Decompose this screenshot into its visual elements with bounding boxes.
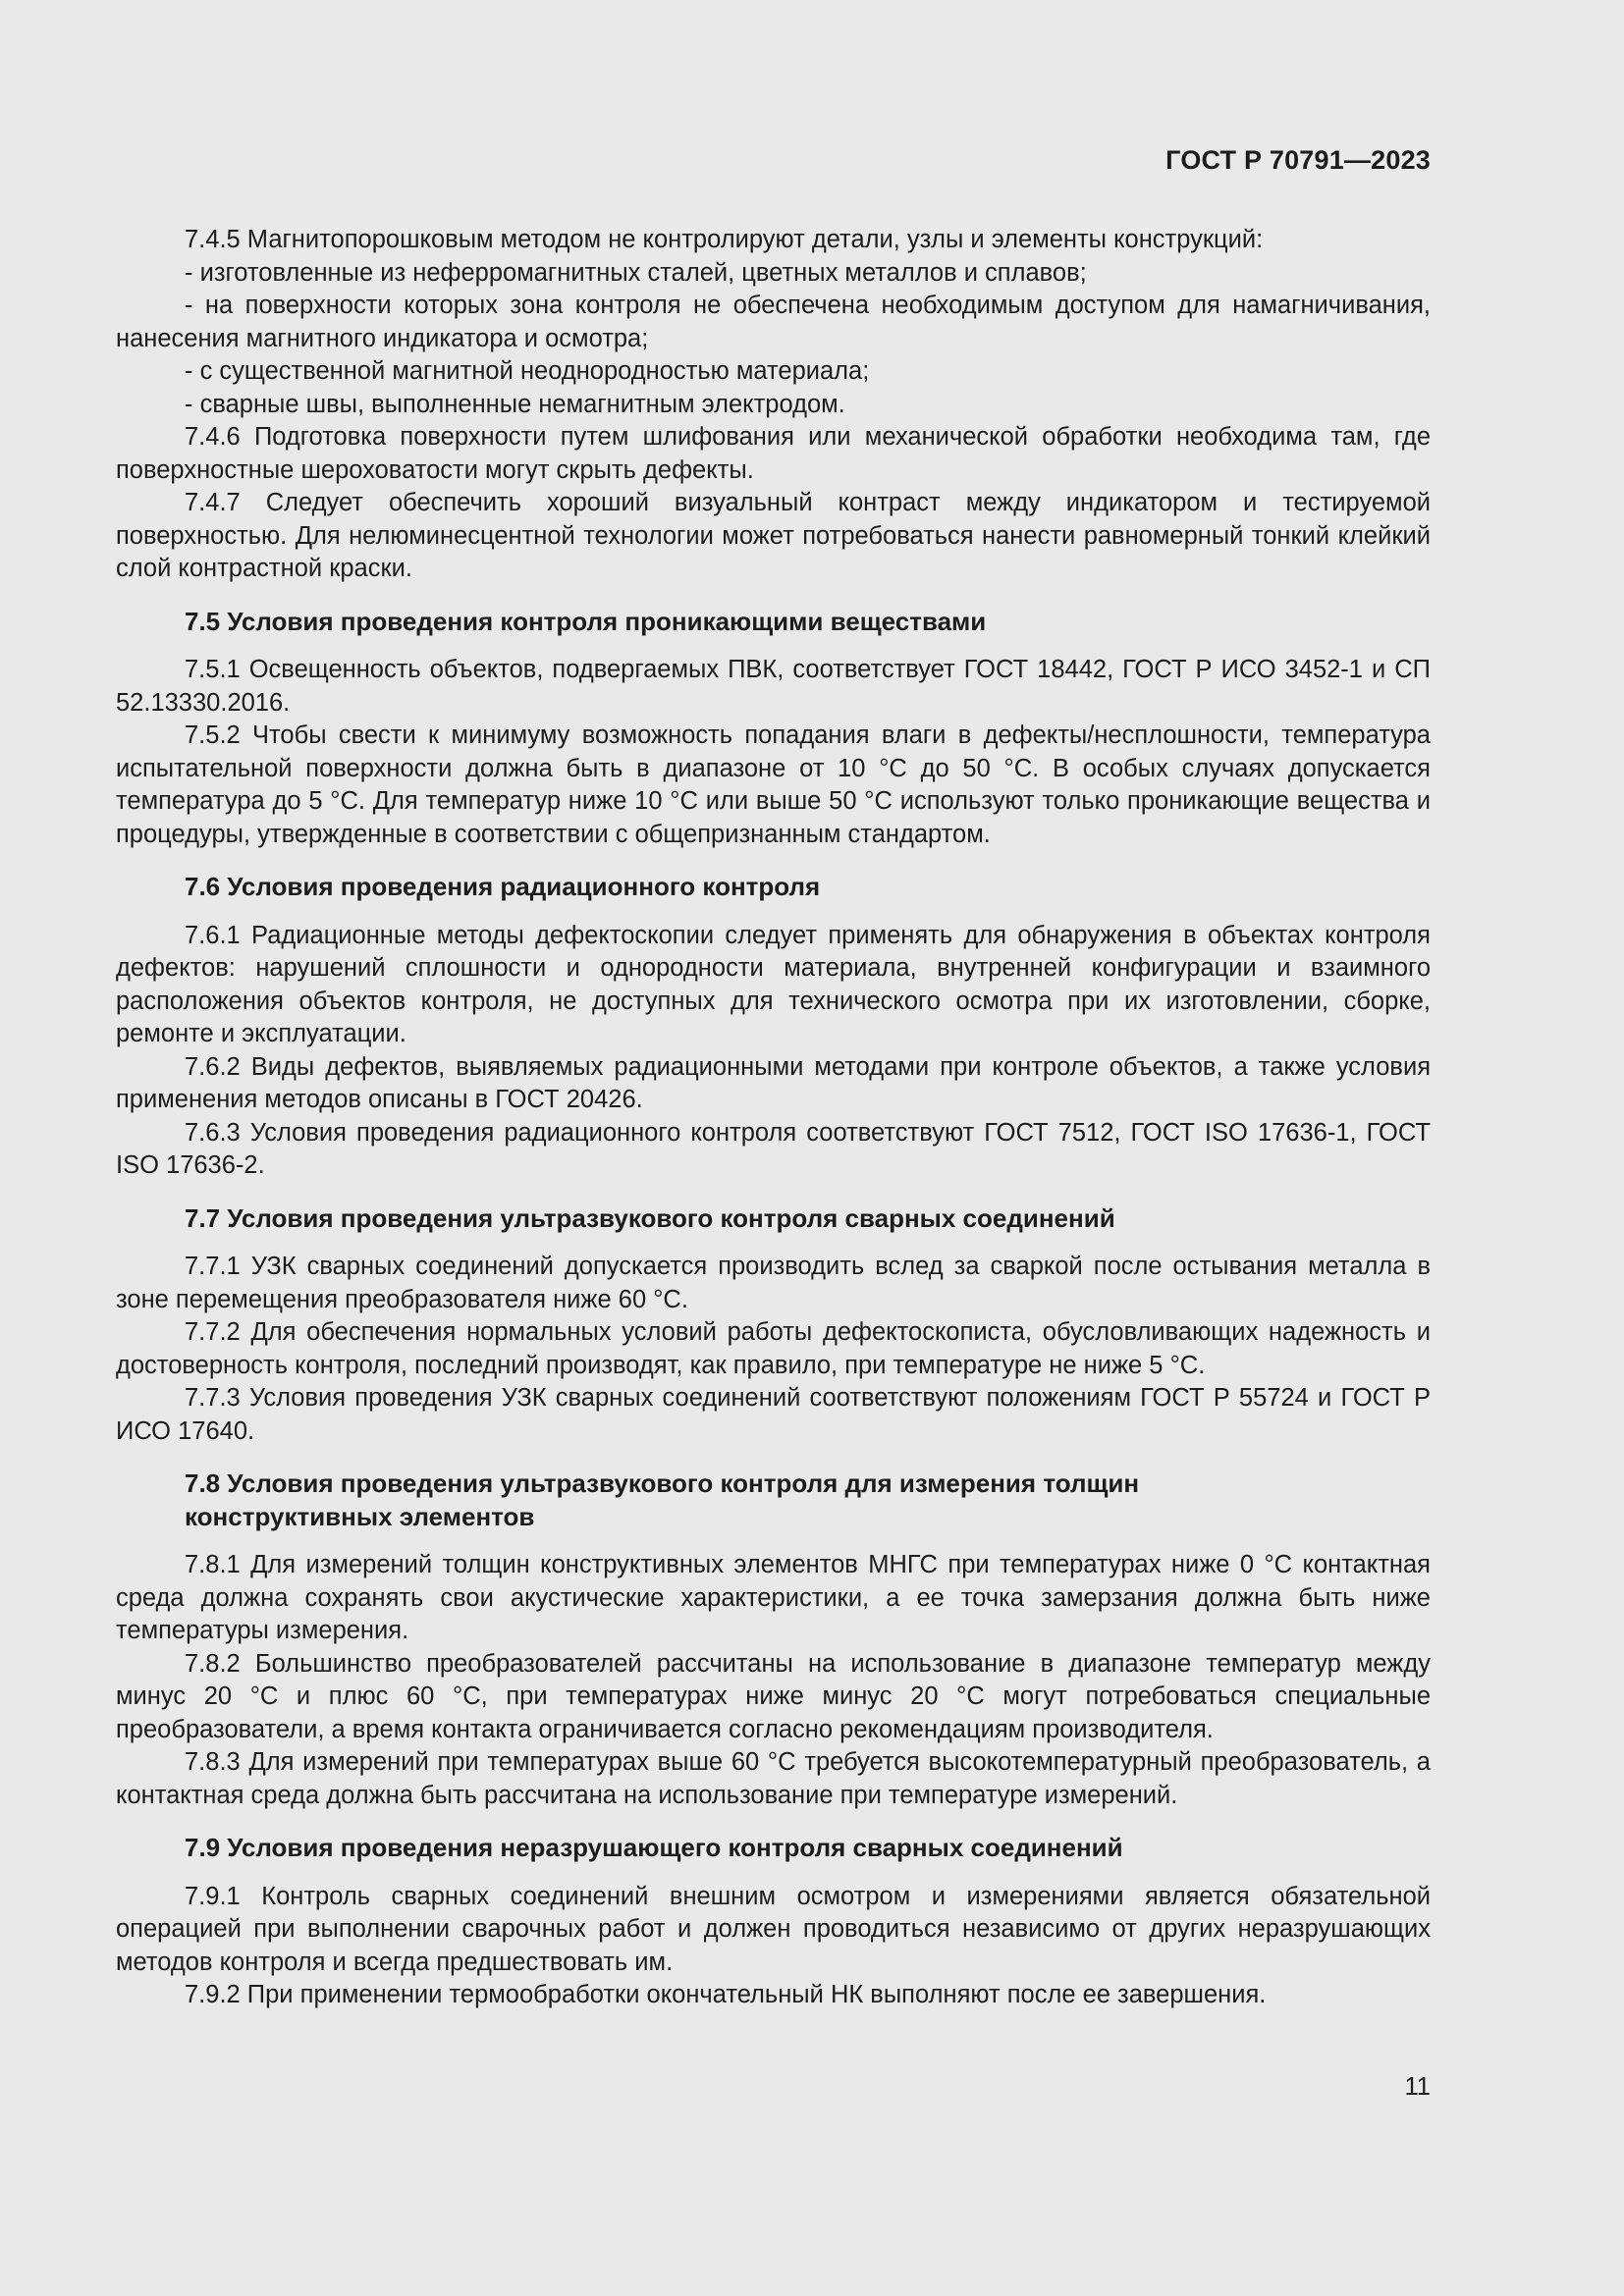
paragraph-7-7-3: 7.7.3 Условия проведения УЗК сварных соединений соответствуют положениям ГОСТ Р 55724 и ГОСТ Р ИСО 17640. — [116, 1384, 1431, 1445]
paragraph-7-7-1: 7.7.1 УЗК сварных соединений допускается производить вслед за сваркой после остывания металла в зоне перемещения преобразователя ниже 60 °С. — [116, 1253, 1431, 1313]
section-heading-7-9: 7.9 Условия проведения неразрушающего контроля сварных соединений — [185, 1833, 1123, 1862]
paragraph-7-8-3: 7.8.3 Для измерений при температурах выше 60 °С требуется высокотемпературный преобразователь, а контактная среда должна быть рассчитана на использование при температуре измерений. — [116, 1748, 1431, 1809]
paragraph-7-7-2: 7.7.2 Для обеспечения нормальных условий работы дефектоскописта, обусловливающих надежность и достоверность контроля, последний производят, как правило, при температуре не ниже 5 °С. — [116, 1318, 1431, 1379]
paragraph-7-4-5: 7.4.5 Магнитопорошковым методом не контролируют детали, узлы и элементы конструкций: — [185, 226, 1264, 253]
list-item-7-4-5-a: - изготовленные из неферромагнитных сталей, цветных металлов и сплавов; — [185, 258, 1087, 287]
list-item-7-4-5-b: - на поверхности которых зона контроля не обеспечена необходимым доступом для намагничивания, нанесения магнитного индикатора и осмотра; — [116, 292, 1431, 352]
standard-designation: ГОСТ Р 70791—2023 — [1165, 145, 1431, 175]
section-heading-7-7: 7.7 Условия проведения ультразвукового контроля сварных соединений — [185, 1202, 1115, 1233]
paragraph-7-9-2: 7.9.2 При применении термообработки окончательный НК выполняют после ее завершения. — [185, 1981, 1267, 2008]
paragraph-7-6-2: 7.6.2 Виды дефектов, выявляемых радиационными методами при контроле объектов, а также условия применения методов описаны в ГОСТ 20426. — [116, 1052, 1431, 1113]
section-heading-7-6: 7.6 Условия проведения радиационного контроля — [185, 872, 821, 901]
paragraph-7-5-2: 7.5.2 Чтобы свести к минимуму возможность попадания влаги в дефекты/несплошности, температура испытательной поверхности должна быть в диапазоне от 10 °С до 50 °С. В особых случаях допускается температура до 5 °С. Для температур ниже 10 °С или выше 50 °С используют только проникающие вещества и процедуры, утвержденные в соответствии с общепризнанным стандартом. — [116, 721, 1431, 848]
paragraph-7-8-2: 7.8.2 Большинство преобразователей рассчитаны на использование в диапазоне температур между минус 20 °С и плюс 60 °С, при температурах ниже минус 20 °С могут потребоваться специальные преобразователи, а время контакта ограничивается согласно рекомендациям производителя. — [116, 1649, 1431, 1743]
paragraph-7-8-1: 7.8.1 Для измерений толщин конструктивных элементов МНГС при температурах ниже 0 °С контактная среда должна сохранять свои акустические характеристики, а ее точка замерзания должна быть ниже температуры измерения. — [116, 1551, 1431, 1644]
paragraph-7-6-1: 7.6.1 Радиационные методы дефектоскопии следует применять для обнаружения в объектах контроля дефектов: нарушений сплошности и однородности материала, внутренней конфигурации и взаимного расположения объектов контроля, не доступных для технического осмотра при их изготовлении, сборке, ремонте и эксплуатации. — [116, 921, 1431, 1047]
section-heading-7-5: 7.5 Условия проведения контроля проникающими веществами — [185, 606, 987, 636]
paragraph-7-6-3: 7.6.3 Условия проведения радиационного контроля соответствуют ГОСТ 7512, ГОСТ ISO 17636-1, ГОСТ ISO 17636-2. — [116, 1118, 1431, 1179]
document-body — [116, 224, 1431, 2012]
section-heading-7-8: 7.8 Условия проведения ультразвукового контроля для измерения толщин конструктивных элементов — [185, 1468, 1140, 1531]
paragraph-7-5-1: 7.5.1 Освещенность объектов, подвергаемых ПВК, соответствует ГОСТ 18442, ГОСТ Р ИСО 3452-1 и СП 52.13330.2016. — [116, 656, 1431, 717]
page-number: 11 — [1404, 2073, 1431, 2101]
paragraph-7-4-7: 7.4.7 Следует обеспечить хороший визуальный контраст между индикатором и тестируемой поверхностью. Для нелюминесцентной технологии может потребоваться нанести равномерный тонкий клейкий слой контрастной краски. — [116, 489, 1431, 582]
list-item-7-4-5-d: - сварные швы, выполненные немагнитным электродом. — [185, 390, 845, 418]
paragraph-7-4-6: 7.4.6 Подготовка поверхности путем шлифования или механической обработки необходима там, где поверхностные шероховатости могут скрыть дефекты. — [116, 423, 1431, 484]
list-item-7-4-5-c: - с существенной магнитной неоднородностью материала; — [185, 357, 870, 385]
paragraph-7-9-1: 7.9.1 Контроль сварных соединений внешним осмотром и измерениями является обязательной операцией при выполнении сварочных работ и должен проводиться независимо от других неразрушающих методов контроля и всегда предшествовать им. — [116, 1882, 1431, 1976]
